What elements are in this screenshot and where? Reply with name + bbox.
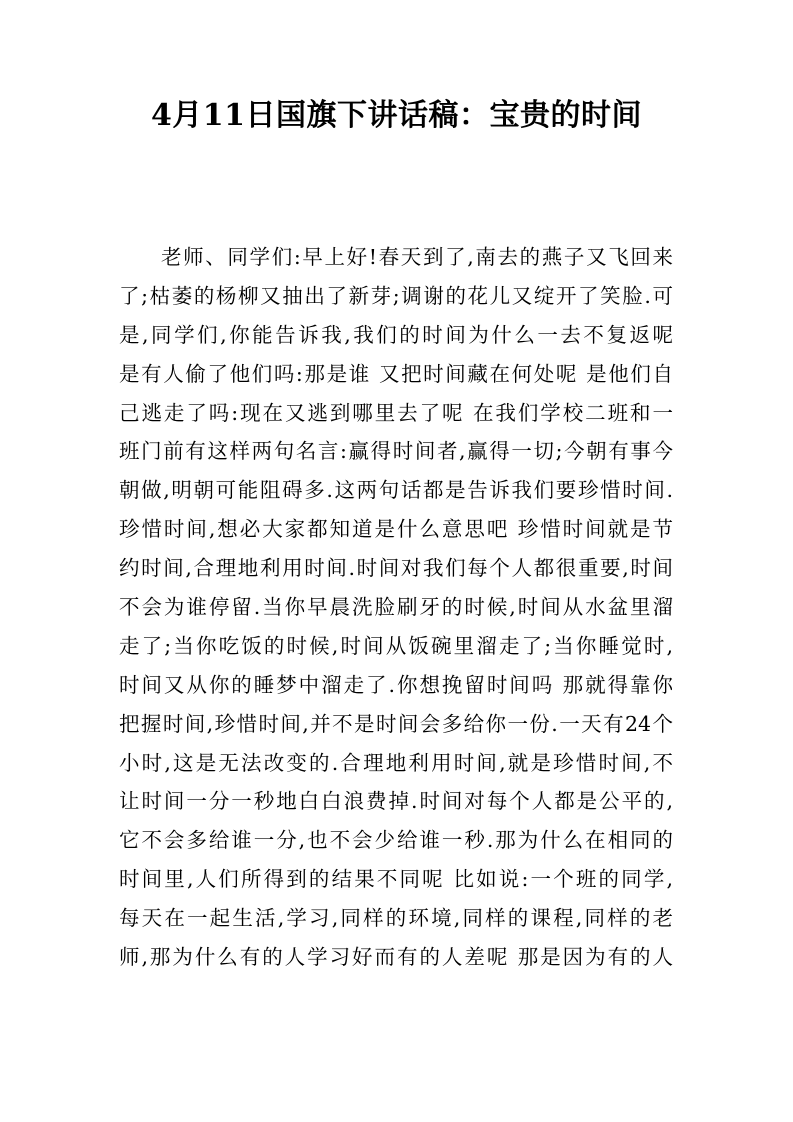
- body-line: 小时,这是无法改变的.合理地利用时间,就是珍惜时间,不: [119, 750, 673, 775]
- body-line: 班门前有这样两句名言:赢得时间者,赢得一切;今朝有事今: [119, 439, 673, 464]
- body-line: 走了;当你吃饭的时候,时间从饭碗里溜走了;当你睡觉时,: [119, 633, 673, 658]
- body-line: 是有人偷了他们吗:那是谁 又把时间藏在何处呢 是他们自: [119, 361, 673, 386]
- body-line: 时间里,人们所得到的结果不同呢 比如说:一个班的同学,: [119, 867, 673, 892]
- body-line: 时间又从你的睡梦中溜走了.你想挽留时间吗 那就得靠你: [119, 672, 673, 697]
- body-line: 让时间一分一秒地白白浪费掉.时间对每个人都是公平的,: [119, 789, 673, 814]
- body-line: 师,那为什么有的人学习好而有的人差呢 那是因为有的人: [119, 945, 673, 970]
- body-line: 它不会多给谁一分,也不会少给谁一秒.那为什么在相同的: [119, 828, 673, 853]
- body-line: 不会为谁停留.当你早晨洗脸刷牙的时候,时间从水盆里溜: [119, 595, 673, 620]
- body-line: 老师、同学们:早上好!春天到了,南去的燕子又飞回来: [161, 245, 673, 269]
- body-line: 己逃走了吗:现在又逃到哪里去了呢 在我们学校二班和一: [119, 400, 673, 425]
- body-line: 了;枯萎的杨柳又抽出了新芽;调谢的花儿又绽开了笑脸.可: [119, 283, 673, 308]
- document-title: 4月11日国旗下讲话稿：宝贵的时间: [150, 98, 643, 133]
- body-line: 珍惜时间,想必大家都知道是什么意思吧 珍惜时间就是节: [119, 517, 673, 542]
- body-line: 每天在一起生活,学习,同样的环境,同样的课程,同样的老: [119, 906, 673, 931]
- body-line: 朝做,明朝可能阻碍多.这两句话都是告诉我们要珍惜时间.: [119, 478, 673, 503]
- body-line: 约时间,合理地利用时间.时间对我们每个人都很重要,时间: [119, 556, 673, 581]
- document-body: [119, 238, 673, 977]
- body-line: 把握时间,珍惜时间,并不是时间会多给你一份.一天有24个: [119, 711, 673, 736]
- body-line: 是,同学们,你能告诉我,我们的时间为什么一去不复返呢: [119, 322, 673, 347]
